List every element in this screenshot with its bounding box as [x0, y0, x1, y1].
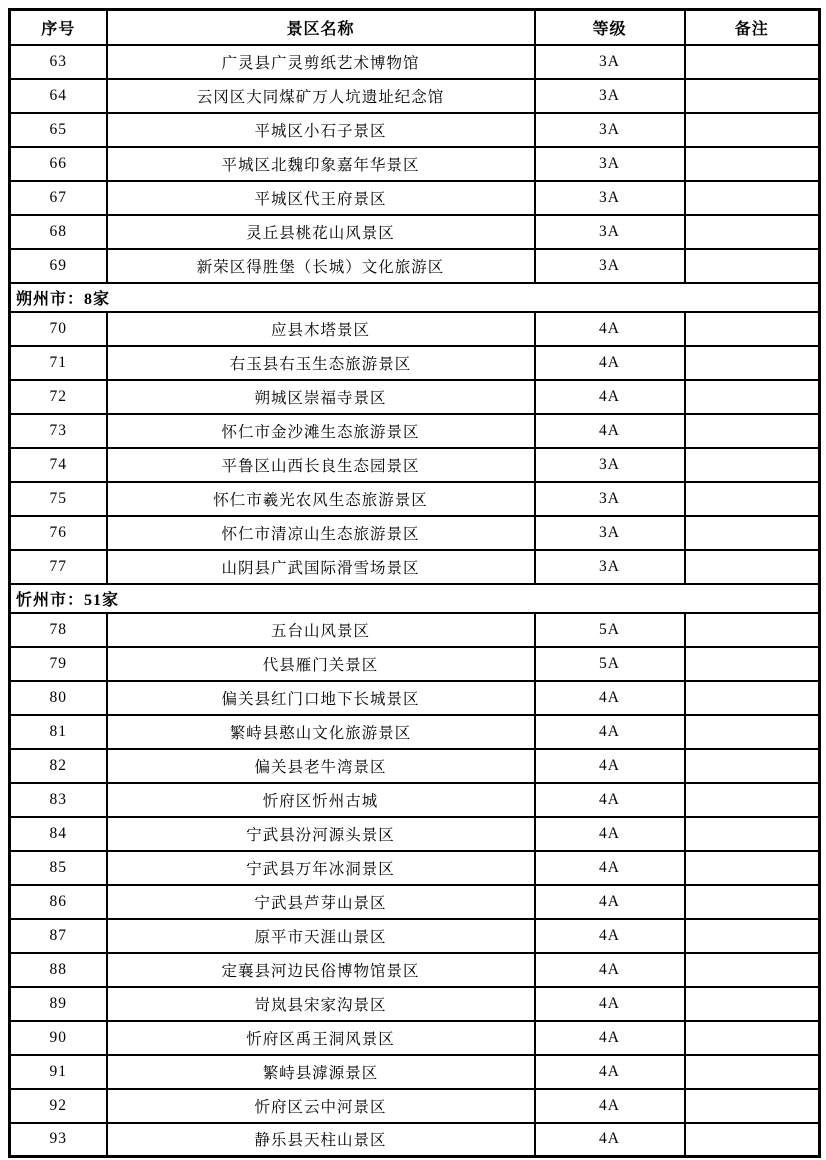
- table-row: [10, 550, 820, 584]
- serial-number-cell: 88: [10, 953, 107, 987]
- remarks-cell: [685, 380, 820, 414]
- grade-cell: 4A: [535, 380, 685, 414]
- serial-number-cell: 72: [10, 380, 107, 414]
- remarks-cell: [685, 817, 820, 851]
- scenic-area-name-cell: 繁峙县憨山文化旅游景区: [107, 715, 535, 749]
- remarks-cell: [685, 885, 820, 919]
- table-row: [10, 919, 820, 953]
- serial-number-cell: 71: [10, 346, 107, 380]
- serial-number-cell: 87: [10, 919, 107, 953]
- remarks-cell: [685, 312, 820, 346]
- serial-number-cell: 79: [10, 647, 107, 681]
- scenic-area-name-cell: 偏关县红门口地下长城景区: [107, 681, 535, 715]
- scenic-area-name-cell: 山阴县广武国际滑雪场景区: [107, 550, 535, 584]
- scenic-area-name-cell: 怀仁市羲光农风生态旅游景区: [107, 482, 535, 516]
- serial-number-cell: 84: [10, 817, 107, 851]
- grade-cell: 4A: [535, 312, 685, 346]
- grade-cell: 4A: [535, 783, 685, 817]
- serial-number-cell: 65: [10, 113, 107, 147]
- scenic-area-name-cell: 忻府区禹王洞风景区: [107, 1021, 535, 1055]
- table-row: [10, 346, 820, 380]
- remarks-cell: [685, 550, 820, 584]
- scenic-area-name-cell: 宁武县万年冰洞景区: [107, 851, 535, 885]
- remarks-cell: [685, 681, 820, 715]
- remarks-cell: [685, 1021, 820, 1055]
- table-row: [10, 45, 820, 79]
- table-row: [10, 681, 820, 715]
- grade-cell: 3A: [535, 113, 685, 147]
- serial-number-cell: 70: [10, 312, 107, 346]
- serial-number-cell: 90: [10, 1021, 107, 1055]
- table-row: [10, 613, 820, 647]
- remarks-cell: [685, 783, 820, 817]
- grade-cell: 4A: [535, 1123, 685, 1157]
- table-row: [10, 448, 820, 482]
- serial-number-cell: 67: [10, 181, 107, 215]
- table-row: [10, 516, 820, 550]
- remarks-cell: [685, 113, 820, 147]
- serial-number-cell: 92: [10, 1089, 107, 1123]
- scenic-area-name-cell: 右玉县右玉生态旅游景区: [107, 346, 535, 380]
- grade-cell: 4A: [535, 953, 685, 987]
- grade-cell: 3A: [535, 147, 685, 181]
- section-header-label: 忻州市：51家: [10, 584, 820, 613]
- remarks-cell: [685, 851, 820, 885]
- serial-number-cell: 66: [10, 147, 107, 181]
- grade-cell: 3A: [535, 181, 685, 215]
- grade-cell: 4A: [535, 346, 685, 380]
- section-header-label: 朔州市：8家: [10, 283, 820, 312]
- scenic-area-name-cell: 五台山风景区: [107, 613, 535, 647]
- remarks-cell: [685, 647, 820, 681]
- grade-cell: 4A: [535, 851, 685, 885]
- table-body: [10, 45, 820, 1157]
- header-scenic-area-name: 景区名称: [107, 10, 535, 45]
- grade-cell: 4A: [535, 681, 685, 715]
- serial-number-cell: 93: [10, 1123, 107, 1157]
- grade-cell: 4A: [535, 1089, 685, 1123]
- grade-cell: 3A: [535, 45, 685, 79]
- scenic-area-name-cell: 偏关县老牛湾景区: [107, 749, 535, 783]
- scenic-area-name-cell: 灵丘县桃花山风景区: [107, 215, 535, 249]
- serial-number-cell: 73: [10, 414, 107, 448]
- table-row: [10, 482, 820, 516]
- serial-number-cell: 74: [10, 448, 107, 482]
- remarks-cell: [685, 215, 820, 249]
- serial-number-cell: 69: [10, 249, 107, 283]
- remarks-cell: [685, 448, 820, 482]
- scenic-area-name-cell: 平城区小石子景区: [107, 113, 535, 147]
- table-header-row: [10, 10, 820, 45]
- serial-number-cell: 80: [10, 681, 107, 715]
- serial-number-cell: 91: [10, 1055, 107, 1089]
- scenic-area-name-cell: 忻府区忻州古城: [107, 783, 535, 817]
- scenic-area-name-cell: 平鲁区山西长良生态园景区: [107, 448, 535, 482]
- scenic-area-name-cell: 繁峙县滹源景区: [107, 1055, 535, 1089]
- remarks-cell: [685, 482, 820, 516]
- remarks-cell: [685, 749, 820, 783]
- table-row: [10, 987, 820, 1021]
- table-row: [10, 817, 820, 851]
- scenic-area-name-cell: 岢岚县宋家沟景区: [107, 987, 535, 1021]
- remarks-cell: [685, 1123, 820, 1157]
- scenic-area-name-cell: 宁武县芦芽山景区: [107, 885, 535, 919]
- serial-number-cell: 81: [10, 715, 107, 749]
- serial-number-cell: 89: [10, 987, 107, 1021]
- serial-number-cell: 68: [10, 215, 107, 249]
- scenic-area-name-cell: 平城区北魏印象嘉年华景区: [107, 147, 535, 181]
- table-row: [10, 414, 820, 448]
- grade-cell: 3A: [535, 516, 685, 550]
- table-row: [10, 1055, 820, 1089]
- scenic-area-name-cell: 静乐县天柱山景区: [107, 1123, 535, 1157]
- remarks-cell: [685, 79, 820, 113]
- table-row: [10, 715, 820, 749]
- remarks-cell: [685, 147, 820, 181]
- remarks-cell: [685, 249, 820, 283]
- grade-cell: 3A: [535, 79, 685, 113]
- grade-cell: 3A: [535, 249, 685, 283]
- grade-cell: 5A: [535, 647, 685, 681]
- scenic-area-name-cell: 代县雁门关景区: [107, 647, 535, 681]
- table-row: [10, 1089, 820, 1123]
- grade-cell: 4A: [535, 414, 685, 448]
- scenic-area-name-cell: 忻府区云中河景区: [107, 1089, 535, 1123]
- grade-cell: 5A: [535, 613, 685, 647]
- serial-number-cell: 78: [10, 613, 107, 647]
- scenic-area-name-cell: 平城区代王府景区: [107, 181, 535, 215]
- grade-cell: 4A: [535, 749, 685, 783]
- scenic-area-name-cell: 云冈区大同煤矿万人坑遗址纪念馆: [107, 79, 535, 113]
- serial-number-cell: 86: [10, 885, 107, 919]
- remarks-cell: [685, 516, 820, 550]
- scenic-area-name-cell: 新荣区得胜堡（长城）文化旅游区: [107, 249, 535, 283]
- grade-cell: 3A: [535, 215, 685, 249]
- grade-cell: 3A: [535, 482, 685, 516]
- header-grade: 等级: [535, 10, 685, 45]
- table-row: [10, 1021, 820, 1055]
- serial-number-cell: 64: [10, 79, 107, 113]
- remarks-cell: [685, 919, 820, 953]
- serial-number-cell: 85: [10, 851, 107, 885]
- remarks-cell: [685, 715, 820, 749]
- serial-number-cell: 77: [10, 550, 107, 584]
- remarks-cell: [685, 414, 820, 448]
- grade-cell: 3A: [535, 550, 685, 584]
- remarks-cell: [685, 1055, 820, 1089]
- remarks-cell: [685, 1089, 820, 1123]
- table-row: [10, 312, 820, 346]
- remarks-cell: [685, 181, 820, 215]
- remarks-cell: [685, 346, 820, 380]
- table-row: [10, 885, 820, 919]
- table-row: [10, 181, 820, 215]
- grade-cell: 4A: [535, 817, 685, 851]
- serial-number-cell: 83: [10, 783, 107, 817]
- scenic-area-name-cell: 广灵县广灵剪纸艺术博物馆: [107, 45, 535, 79]
- scenic-area-name-cell: 应县木塔景区: [107, 312, 535, 346]
- scenic-area-name-cell: 宁武县汾河源头景区: [107, 817, 535, 851]
- scenic-area-table: [8, 8, 821, 1158]
- scenic-area-name-cell: 怀仁市清凉山生态旅游景区: [107, 516, 535, 550]
- remarks-cell: [685, 45, 820, 79]
- scenic-area-name-cell: 定襄县河边民俗博物馆景区: [107, 953, 535, 987]
- table-row: [10, 647, 820, 681]
- grade-cell: 4A: [535, 919, 685, 953]
- grade-cell: 3A: [535, 448, 685, 482]
- section-header-row: [10, 584, 820, 613]
- table-row: [10, 79, 820, 113]
- serial-number-cell: 82: [10, 749, 107, 783]
- table-row: [10, 215, 820, 249]
- section-header-row: [10, 283, 820, 312]
- scenic-area-name-cell: 原平市天涯山景区: [107, 919, 535, 953]
- grade-cell: 4A: [535, 987, 685, 1021]
- grade-cell: 4A: [535, 715, 685, 749]
- table-row: [10, 113, 820, 147]
- scenic-area-name-cell: 朔城区崇福寺景区: [107, 380, 535, 414]
- table-row: [10, 249, 820, 283]
- scenic-area-name-cell: 怀仁市金沙滩生态旅游景区: [107, 414, 535, 448]
- serial-number-cell: 63: [10, 45, 107, 79]
- serial-number-cell: 75: [10, 482, 107, 516]
- table-row: [10, 749, 820, 783]
- table-row: [10, 380, 820, 414]
- table-row: [10, 851, 820, 885]
- table-row: [10, 953, 820, 987]
- header-serial-number: 序号: [10, 10, 107, 45]
- remarks-cell: [685, 987, 820, 1021]
- remarks-cell: [685, 613, 820, 647]
- table-row: [10, 147, 820, 181]
- header-remarks: 备注: [685, 10, 820, 45]
- grade-cell: 4A: [535, 1021, 685, 1055]
- table-row: [10, 1123, 820, 1157]
- serial-number-cell: 76: [10, 516, 107, 550]
- remarks-cell: [685, 953, 820, 987]
- grade-cell: 4A: [535, 1055, 685, 1089]
- table-row: [10, 783, 820, 817]
- grade-cell: 4A: [535, 885, 685, 919]
